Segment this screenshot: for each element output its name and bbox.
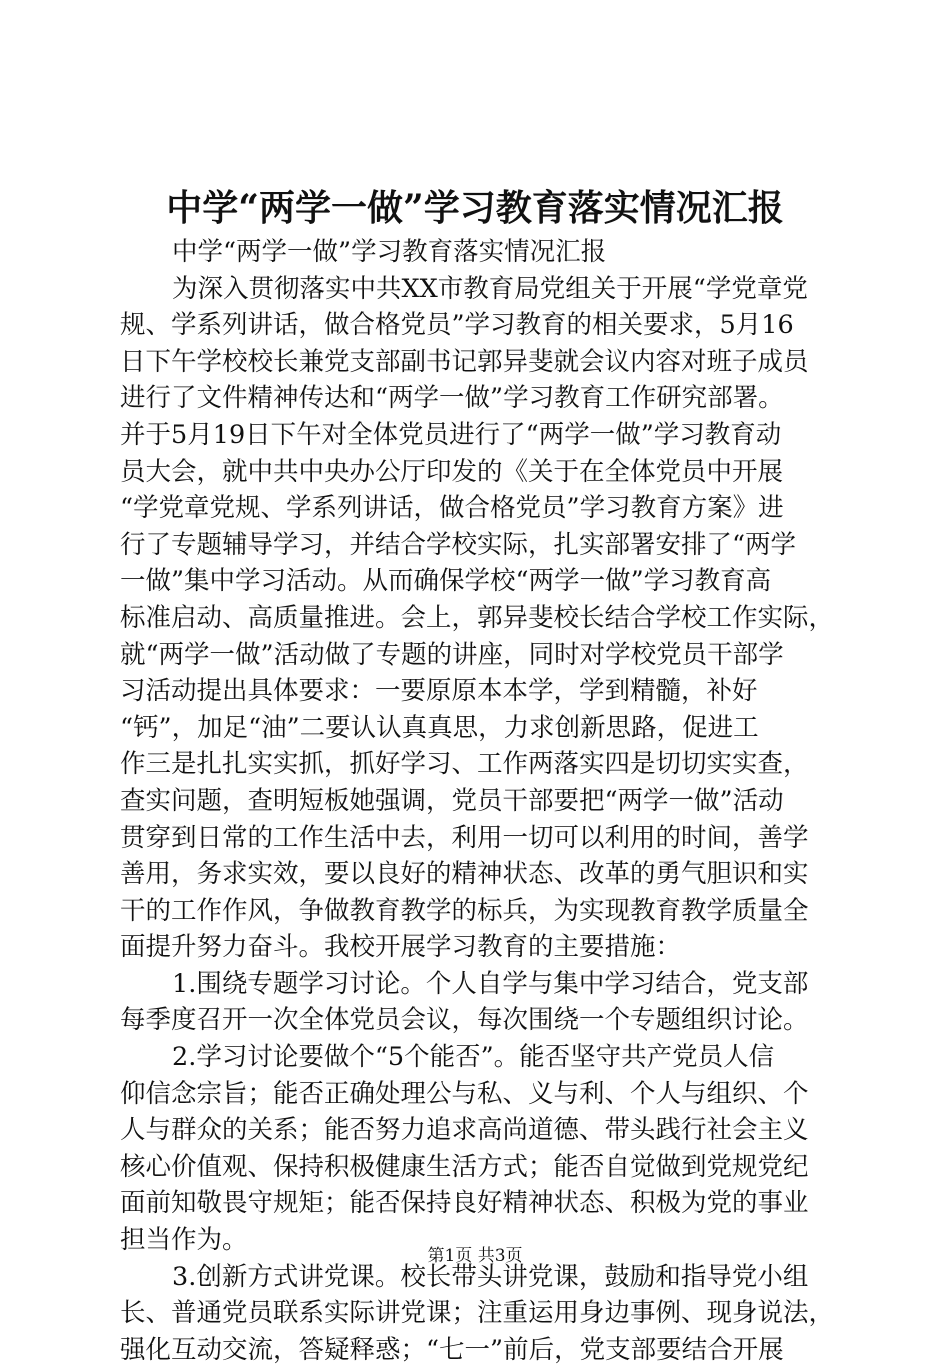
body-line: 日下午学校校长兼党支部副书记郭异斐就会议内容对班子成员 <box>120 346 809 377</box>
document-body <box>120 234 835 1368</box>
body-line: 核心价值观、保持积极健康生活方式；能否自觉做到党规党纪 <box>120 1151 809 1182</box>
body-line: 干的工作作风，争做教育教学的标兵，为实现教育教学质量全 <box>120 895 809 926</box>
body-line: 2.学习讨论要做个“5个能否”。能否坚守共产党员人信 <box>172 1042 775 1073</box>
body-line: 面前知敬畏守规矩；能否保持良好精神状态、积极为党的事业 <box>120 1188 809 1219</box>
body-line: 善用，务求实效，要以良好的精神状态、改革的勇气胆识和实 <box>120 859 809 890</box>
body-line: 员大会，就中共中央办公厅印发的《关于在全体党员中开展 <box>120 456 784 487</box>
body-line: “学党章党规、学系列讲话，做合格党员”学习教育方案》进 <box>120 493 784 524</box>
body-line: 强化互动交流，答疑释惑；“七一”前后，党支部要结合开展 <box>120 1334 784 1365</box>
body-line: 并于5月19日下午对全体党员进行了“两学一做”学习教育动 <box>120 419 782 450</box>
body-line: 为深入贯彻落实中共XX市教育局党组关于开展“学党章党 <box>172 273 808 304</box>
body-line: 担当作为。 <box>120 1225 248 1256</box>
body-line: 人与群众的关系；能否努力追求高尚道德、带头践行社会主义 <box>120 1115 809 1146</box>
body-line: 规、学系列讲话，做合格党员”学习教育的相关要求，5月16 <box>120 310 794 341</box>
body-line: 1.围绕专题学习讨论。个人自学与集中学习结合，党支部 <box>172 968 809 999</box>
page-footer: 第1页 共3页 <box>427 1246 523 1266</box>
body-line: 仰信念宗旨；能否正确处理公与私、义与利、个人与组织、个 <box>120 1078 809 1109</box>
body-line: “钙”，加足“油”二要认认真真思，力求创新思路，促进工 <box>120 712 759 743</box>
body-line: 中学“两学一做”学习教育落实情况汇报 <box>172 237 607 267</box>
body-line: 作三是扎扎实实抓，抓好学习、工作两落实四是切切实实查， <box>120 749 809 780</box>
body-line: 每季度召开一次全体党员会议，每次围绕一个专题组织讨论。 <box>120 1005 809 1036</box>
body-line: 行了专题辅导学习，并结合学校实际，扎实部署安排了“两学 <box>120 529 797 560</box>
body-line: 贯穿到日常的工作生活中去，利用一切可以利用的时间，善学 <box>120 822 809 853</box>
body-line: 面提升努力奋斗。我校开展学习教育的主要措施： <box>120 932 682 963</box>
body-line: 习活动提出具体要求：一要原原本本学，学到精髓，补好 <box>120 676 758 707</box>
document-title: 中学“两学一做”学习教育落实情况汇报 <box>166 187 784 229</box>
body-line: 就“两学一做”活动做了专题的讲座，同时对学校党员干部学 <box>120 639 784 670</box>
body-line: 3.创新方式讲党课。校长带头讲党课，鼓励和指导党小组 <box>172 1261 809 1292</box>
body-line: 查实问题，查明短板她强调，党员干部要把“两学一做”活动 <box>120 785 784 816</box>
body-line: 长、普通党员联系实际讲党课；注重运用身边事例、现身说法， <box>120 1298 835 1329</box>
body-line: 标准启动、高质量推进。会上，郭异斐校长结合学校工作实际， <box>120 602 835 633</box>
body-line: 进行了文件精神传达和“两学一做”学习教育工作研究部署。 <box>120 383 784 414</box>
body-line: 一做”集中学习活动。从而确保学校“两学一做”学习教育高 <box>120 566 772 597</box>
